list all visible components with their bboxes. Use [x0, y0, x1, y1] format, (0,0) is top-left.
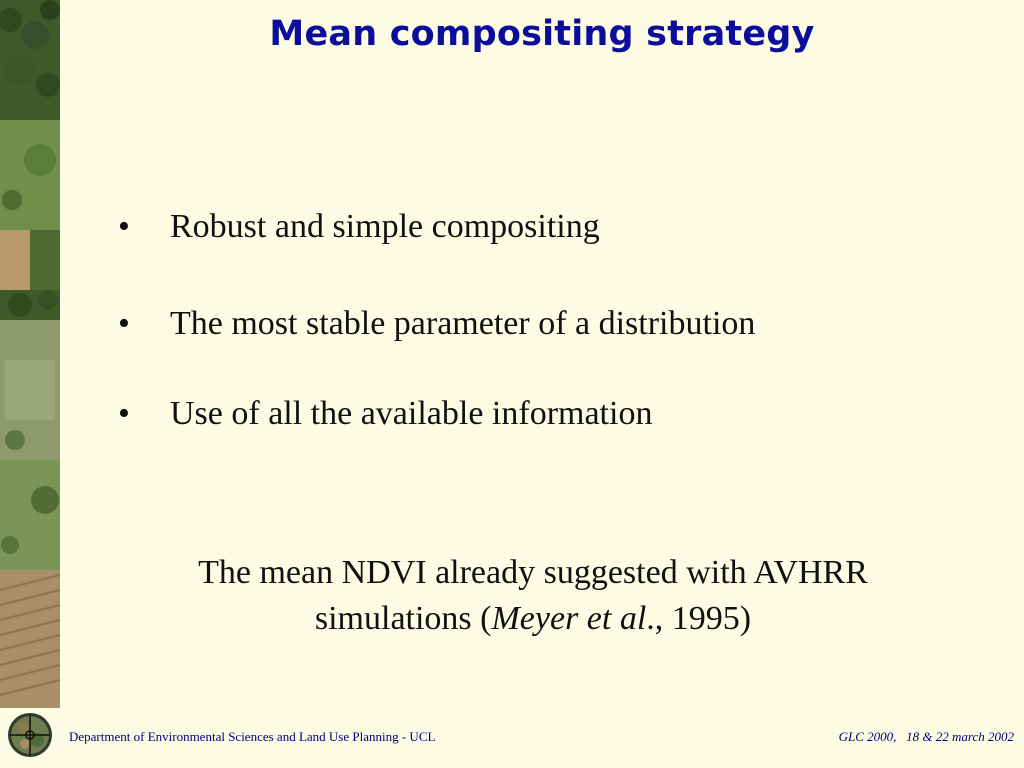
- bullet-marker: •: [118, 395, 130, 432]
- bullet-marker: •: [118, 208, 130, 245]
- bullet-text: The most stable parameter of a distribution: [170, 305, 756, 342]
- bullet-marker: •: [118, 305, 130, 342]
- note-paragraph: [130, 550, 936, 642]
- footer-department: Department of Environmental Sciences and Land Use Planning - UCL: [69, 729, 436, 744]
- bullet-text: Use of all the available information: [170, 395, 653, 432]
- aerial-photo-image: [0, 0, 60, 708]
- note-text: The mean NDVI already suggested with AVHRR simulations (: [198, 554, 868, 637]
- footer-dates: 18 & 22 march 2002: [906, 729, 1014, 744]
- bullet-text: Robust and simple compositing: [170, 208, 600, 245]
- citation-author: Meyer et al: [491, 600, 647, 637]
- slide-title: Mean compositing strategy: [269, 14, 815, 54]
- footer-event-name: GLC 2000,: [838, 729, 897, 744]
- note-suffix: ., 1995): [646, 600, 752, 637]
- globe-logo-icon: [7, 712, 53, 758]
- footer-event: [839, 729, 1014, 745]
